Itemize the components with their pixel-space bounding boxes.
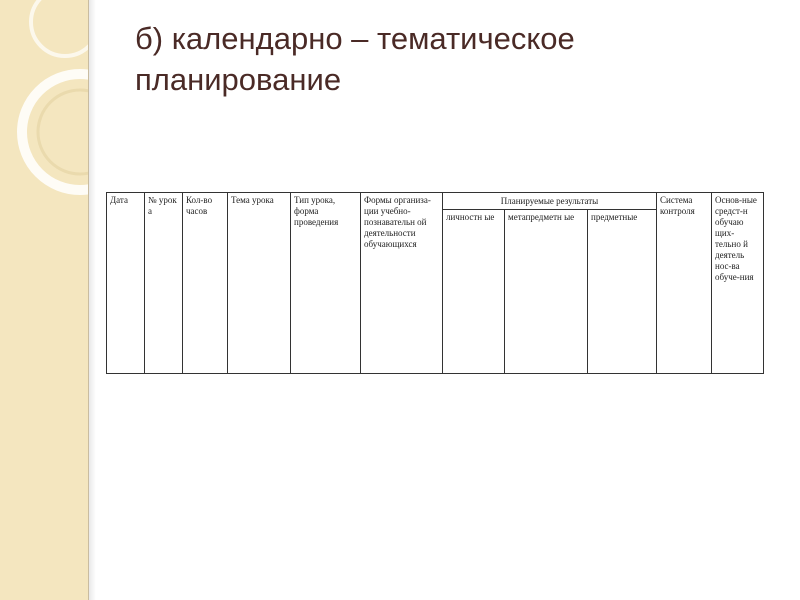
col-planned-results: Планируемые результаты	[443, 193, 657, 210]
side-panel-divider	[88, 0, 89, 600]
col-personal: личностн ые	[443, 210, 505, 374]
col-hours: Кол-во часов	[183, 193, 228, 374]
col-lesson-no: № урок а	[145, 193, 183, 374]
col-metasubject: метапредметн ые	[505, 210, 588, 374]
col-activity-forms: Формы организа-ции учебно-познавательн ой деятельности обучающихся	[361, 193, 443, 374]
col-topic: Тема урока	[228, 193, 291, 374]
col-subject: предметные	[588, 210, 657, 374]
decorative-rings-icon	[0, 0, 88, 600]
col-date: Дата	[107, 193, 145, 374]
side-panel-shadow	[88, 0, 96, 600]
slide-title: б) календарно – тематическое планирование	[135, 21, 575, 97]
planning-table	[106, 192, 764, 374]
col-control-system: Система контроля	[657, 193, 712, 374]
col-lesson-type: Тип урока, форма проведения	[291, 193, 361, 374]
col-main-tools: Основ-ные средст-н обучаю щих-тельно й деятель нос-ва обуче-ния	[712, 193, 764, 374]
decorative-side-panel	[0, 0, 88, 600]
